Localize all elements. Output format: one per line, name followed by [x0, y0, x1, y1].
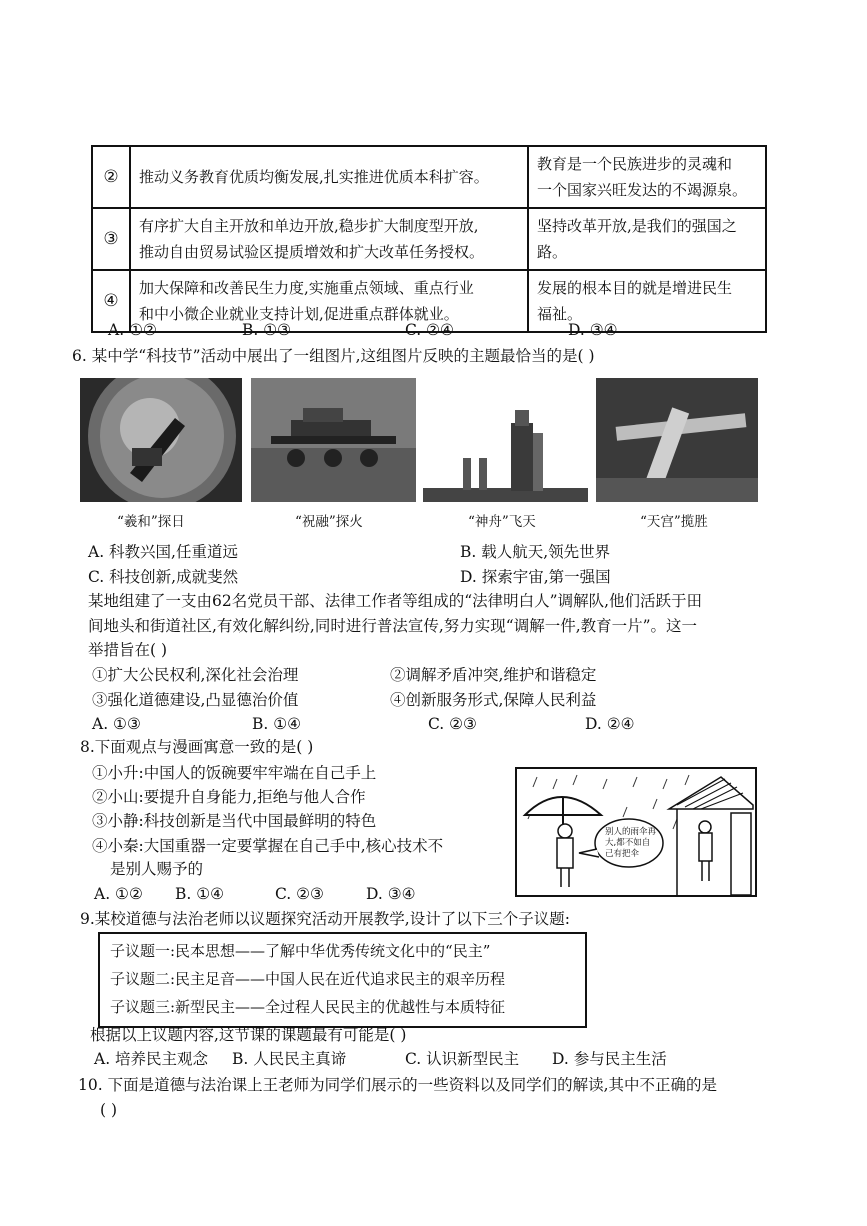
answer-paren: ( ) [100, 1101, 118, 1119]
option-b: B. ①④ [252, 715, 302, 733]
option-a: A. ①③ [92, 715, 141, 733]
question-7-stem: 举措旨在( ) [88, 641, 168, 659]
table-cell: 坚持改革开放,是我们的强国之 路。 [528, 208, 766, 270]
option-c: C. 科技创新,成就斐然 [88, 568, 239, 586]
option-b: B. ①④ [175, 885, 225, 903]
statement-item: ②小山:要提升自身能力,拒绝与他人合作 [92, 788, 366, 806]
option-d: D. ②④ [585, 715, 635, 733]
question-7-stem: 某地组建了一支由62名党员干部、法律工作者等组成的“法律明白人”调解队,他们活跃于田 [88, 592, 703, 610]
option-a: A. ①② [94, 885, 143, 903]
table-cell: 教育是一个民族进步的灵魂和 一个国家兴旺发达的不竭源泉。 [528, 146, 766, 208]
statement-item: 是别人赐予的 [110, 860, 204, 878]
option-c: C. ②③ [428, 715, 477, 733]
question-6-stem: 6. 某中学“科技节”活动中展出了一组图片,这组图片反映的主题最恰当的是( ) [72, 347, 595, 365]
option-b: B. ①③ [242, 321, 292, 339]
table-row [92, 208, 766, 270]
rocket-launch-photo [423, 378, 588, 502]
subtopic-item: 子议题二:民主足音——中国人民在近代追求民主的艰辛历程 [110, 970, 506, 988]
question-8-stem: 8.下面观点与漫画寓意一致的是( ) [80, 738, 314, 756]
statement-item: ①扩大公民权利,深化社会治理 [92, 666, 299, 684]
mars-rover-photo [251, 378, 416, 502]
table-cell: 发展的根本目的就是增进民生 福祉。 [528, 270, 766, 332]
option-d: D. ③④ [366, 885, 416, 903]
option-c: C. ②③ [275, 885, 324, 903]
row-number: ④ [92, 270, 130, 332]
option-d: D. 探索宇宙,第一强国 [460, 568, 611, 586]
row-number: ③ [92, 208, 130, 270]
option-b: B. 载人航天,领先世界 [460, 543, 611, 561]
statement-item: ④创新服务形式,保障人民利益 [390, 691, 597, 709]
photo-caption: “神舟”飞天 [468, 514, 536, 530]
policy-table [91, 145, 767, 333]
sun-probe-photo [80, 378, 242, 502]
option-d: D. ③④ [568, 321, 618, 339]
question-10-stem: 10. 下面是道德与法治课上王老师为同学们展示的一些资料以及同学们的解读,其中不正确的是 [78, 1076, 718, 1094]
option-c: C. 认识新型民主 [405, 1050, 520, 1068]
question-9-follow: 根据以上议题内容,这节课的课题最有可能是( ) [90, 1026, 407, 1044]
question-9-stem: 9.某校道德与法治老师以议题探究活动开展教学,设计了以下三个子议题: [80, 910, 570, 928]
option-d: D. 参与民主生活 [552, 1050, 667, 1068]
statement-item: ④小秦:大国重器一定要掌握在自己手中,核心技术不 [92, 837, 444, 855]
space-station-photo [596, 378, 758, 502]
statement-item: ③小静:科技创新是当代中国最鲜明的特色 [92, 812, 377, 830]
subtopic-item: 子议题三:新型民主——全过程人民民主的优越性与本质特征 [110, 998, 506, 1016]
statement-item: ①小升:中国人的饭碗要牢牢端在自己手上 [92, 764, 377, 782]
photo-caption: “天宫”揽胜 [640, 514, 708, 530]
option-a: A. 培养民主观念 [94, 1050, 209, 1068]
option-b: B. 人民民主真谛 [232, 1050, 347, 1068]
statement-item: ②调解矛盾冲突,维护和谐稳定 [390, 666, 597, 684]
option-c: C. ②④ [405, 321, 454, 339]
umbrella-cartoon [515, 767, 757, 897]
table-cell: 加大保障和改善民生力度,实施重点领域、重点行业 和中小微企业就业支持计划,促进重点群体就业。 [130, 270, 528, 332]
subtopic-item: 子议题一:民本思想——了解中华优秀传统文化中的“民主” [110, 942, 491, 960]
speech-bubble: 别人的雨伞再 大,都不如自 己有把伞 [605, 827, 657, 859]
photo-caption: “羲和”探日 [117, 514, 185, 530]
photo-caption: “祝融”探火 [295, 514, 363, 530]
table-cell: 有序扩大自主开放和单边开放,稳步扩大制度型开放, 推动自由贸易试验区提质增效和扩大改革任务授权。 [130, 208, 528, 270]
row-number: ② [92, 146, 130, 208]
option-a: A. ①② [108, 321, 157, 339]
table-cell: 推动义务教育优质均衡发展,扎实推进优质本科扩容。 [130, 146, 528, 208]
subtopic-box [98, 932, 587, 1028]
question-7-stem: 间地头和街道社区,有效化解纠纷,同时进行普法宣传,努力实现“调解一件,教育一片”。这一 [88, 617, 698, 635]
statement-item: ③强化道德建设,凸显德治价值 [92, 691, 299, 709]
option-a: A. 科教兴国,任重道远 [88, 543, 238, 561]
table-row [92, 146, 766, 208]
